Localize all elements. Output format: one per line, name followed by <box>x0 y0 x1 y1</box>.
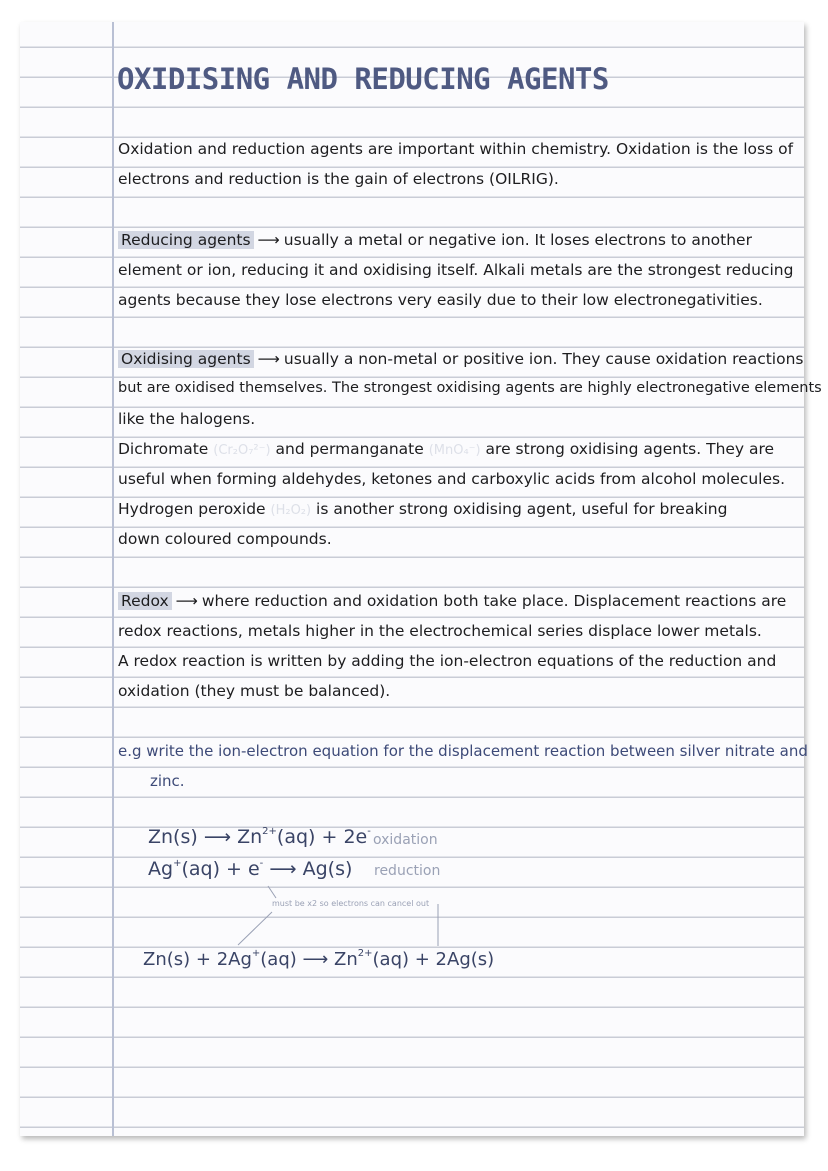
dichromate-formula: (Cr₂O₇²⁻) <box>213 443 271 458</box>
oxidation-label: oxidation <box>373 832 438 848</box>
note-pointer-line <box>268 886 276 898</box>
permanganate-formula: (MnO₄⁻) <box>428 443 481 458</box>
reducing-line-2: element or ion, reducing it and oxidising itself. Alkali metals are the strongest reducing <box>118 261 794 279</box>
redox-line-2: redox reactions, metals higher in the electrochemical series displace lower metals. <box>118 622 762 640</box>
eq3-part-b: (aq) ⟶ Zn <box>260 949 358 970</box>
eq2-part-c: ⟶ Ag(s) <box>263 858 353 880</box>
example-line-1: e.g write the ion-electron equation for the displacement reaction between silver nitrate and <box>118 742 808 760</box>
eq3-superscript-2: 2+ <box>357 948 373 959</box>
balancing-note: must be x2 so electrons can cancel out <box>272 899 430 908</box>
intro-line-1: Oxidation and reduction agents are important within chemistry. Oxidation is the loss of <box>118 140 794 158</box>
arrow-icon: ⟶ <box>175 592 198 610</box>
redox-line-4: oxidation (they must be balanced). <box>118 682 391 700</box>
strong-oxidising-text: are strong oxidising agents. They are <box>485 440 775 458</box>
eq2-part-b: (aq) + e <box>181 858 260 880</box>
arrow-icon: ⟶ <box>257 350 280 368</box>
eq3-part-a: Zn(s) + 2Ag <box>143 949 252 970</box>
note-to-equation-line <box>238 912 272 945</box>
oxidising-line-7: down coloured compounds. <box>118 530 332 548</box>
redox-line-3: A redox reaction is written by adding the ion-electron equations of the reduction and <box>118 652 777 670</box>
intro-line-2: electrons and reduction is the gain of electrons (OILRIG). <box>118 170 559 188</box>
reducing-agents-term: Reducing agents <box>118 231 254 249</box>
eq3-superscript: + <box>251 948 261 959</box>
redox-text-1: where reduction and oxidation both take place. Displacement reactions are <box>201 592 787 610</box>
redox-term: Redox <box>118 592 172 610</box>
oxidising-line-3: like the halogens. <box>118 410 256 428</box>
permanganate-text: and permanganate <box>275 440 424 458</box>
page-title: OXIDISING AND REDUCING AGENTS <box>117 62 609 96</box>
reducing-line-3: agents because they lose electrons very easily due to their low electronegativities. <box>118 291 763 309</box>
eq1-part-a: Zn(s) ⟶ Zn <box>148 826 263 848</box>
oxidising-agents-term: Oxidising agents <box>118 350 254 368</box>
hydrogen-peroxide-text: is another strong oxidising agent, useful for breaking <box>316 500 728 518</box>
eq3-part-c: (aq) + 2Ag(s) <box>372 949 495 970</box>
eq1-part-b: (aq) + 2e <box>276 826 368 848</box>
example-line-2: zinc. <box>150 772 185 790</box>
hydrogen-peroxide-formula: (H₂O₂) <box>270 503 312 518</box>
oxidising-line-2: but are oxidised themselves. The strongest oxidising agents are highly electronegative elements <box>118 380 822 396</box>
eq1-superscript: 2+ <box>262 826 277 837</box>
overall-redox-equation <box>143 948 494 970</box>
oxidising-line-5: useful when forming aldehydes, ketones and carboxylic acids from alcohol molecules. <box>118 470 785 488</box>
oxidising-text-1: usually a non-metal or positive ion. They cause oxidation reactions <box>283 350 804 368</box>
arrow-icon: ⟶ <box>257 231 280 249</box>
eq2-superscript-2: - <box>259 858 264 869</box>
eq1-superscript-2: - <box>367 826 371 837</box>
dichromate-term: Dichromate <box>118 440 209 458</box>
reducing-text-1: usually a metal or negative ion. It loses electrons to another <box>283 231 752 249</box>
eq2-part-a: Ag <box>148 858 174 880</box>
eq2-superscript: + <box>173 858 182 869</box>
hydrogen-peroxide-term: Hydrogen peroxide <box>118 500 266 518</box>
reduction-label: reduction <box>374 863 441 879</box>
